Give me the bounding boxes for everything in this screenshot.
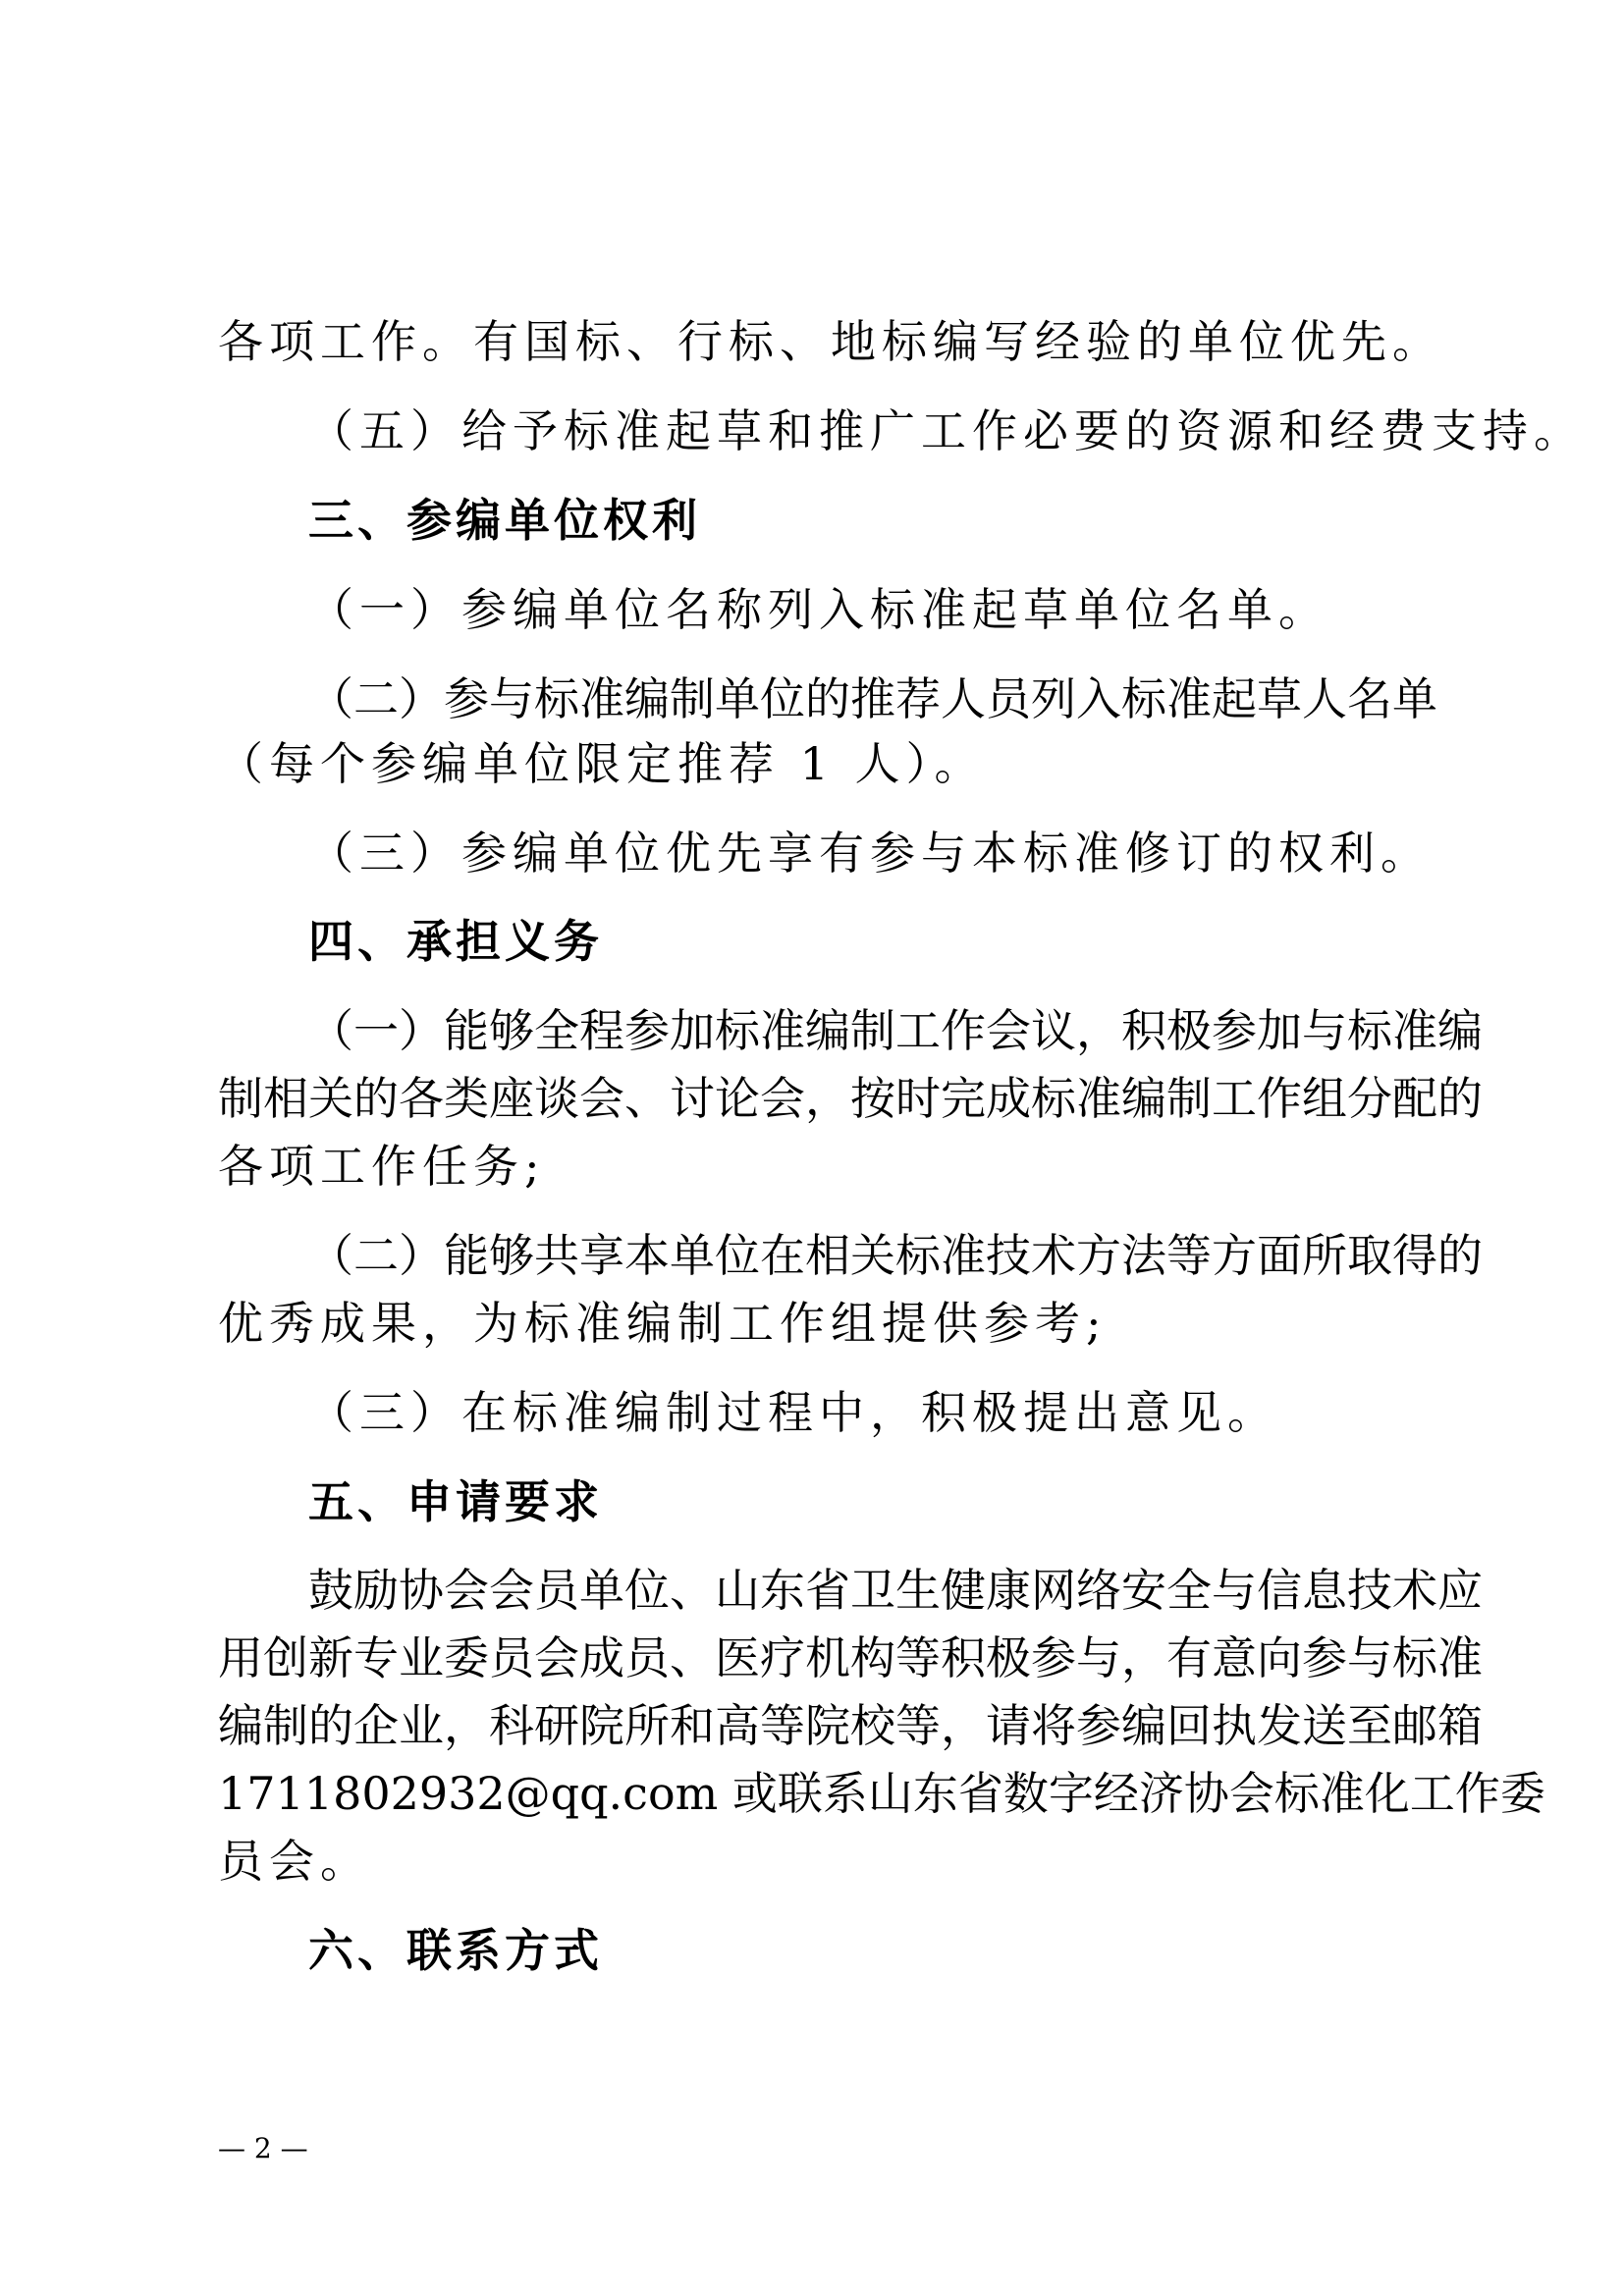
application-paragraph-line-3: 编制的企业，科研院所和高等院校等，请将参编回执发送至邮箱 <box>218 1699 1483 1752</box>
application-paragraph-line-5: 员会。 <box>218 1835 371 1888</box>
rights-item-2-line-2: （每个参编单位限定推荐 1 人）。 <box>218 737 986 790</box>
page-number: — 2 — <box>218 2132 308 2164</box>
rights-item-3: （三）参编单位优先享有参与本标准修订的权利。 <box>308 827 1432 880</box>
section-heading-5: 五、申请要求 <box>308 1475 603 1528</box>
application-paragraph-line-1: 鼓励协会会员单位、山东省卫生健康网络安全与信息技术应 <box>308 1564 1483 1617</box>
application-paragraph-line-2: 用创新专业委员会成员、医疗机构等积极参与，有意向参与标准 <box>218 1631 1483 1684</box>
section-heading-6: 六、联系方式 <box>308 1924 603 1977</box>
duty-item-1-line-3: 各项工作任务; <box>218 1140 546 1193</box>
duty-item-3: （三）在标准编制过程中，积极提出意见。 <box>308 1386 1278 1439</box>
section-heading-3: 三、参编单位权利 <box>308 494 701 547</box>
rights-item-2-line-1: （二）参与标准编制单位的推荐人员列入标准起草人名单 <box>308 672 1437 725</box>
duty-item-2-line-2: 优秀成果，为标准编制工作组提供参考; <box>218 1297 1108 1350</box>
duty-item-1-line-1: （一）能够全程参加标准编制工作会议，积极参加与标准编 <box>308 1004 1483 1057</box>
section-heading-4: 四、承担义务 <box>308 915 603 968</box>
application-paragraph-line-4: 1711802932@qq.com 或联系山东省数字经济协会标准化工作委 <box>218 1767 1545 1820</box>
list-item-5: （五）给予标准起草和推广工作必要的资源和经费支持。 <box>308 404 1585 457</box>
paragraph-continuation-line: 各项工作。有国标、行标、地标编写经验的单位优先。 <box>218 315 1443 368</box>
rights-item-1: （一）参编单位名称列入标准起草单位名单。 <box>308 583 1329 636</box>
duty-item-1-line-2: 制相关的各类座谈会、讨论会，按时完成标准编制工作组分配的 <box>218 1072 1483 1125</box>
duty-item-2-line-1: （二）能够共享本单位在相关标准技术方法等方面所取得的 <box>308 1229 1483 1282</box>
